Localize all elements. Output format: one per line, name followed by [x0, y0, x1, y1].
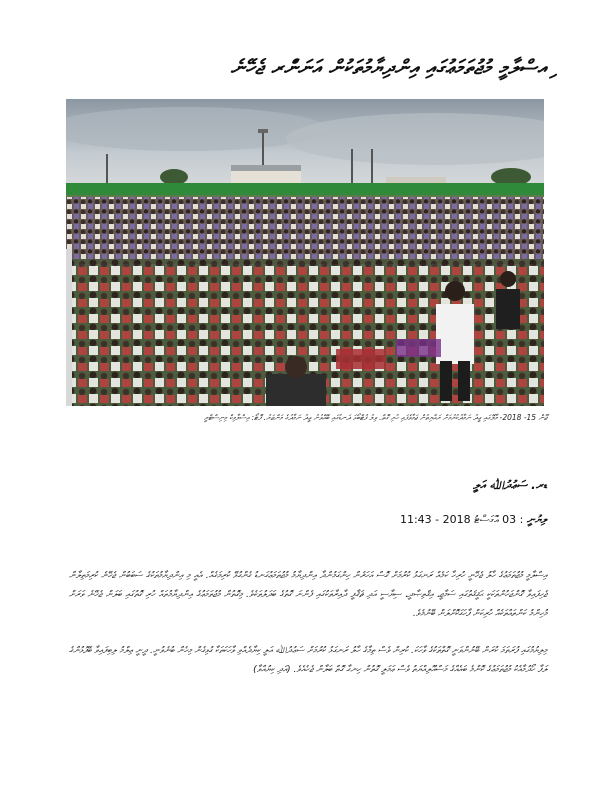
article-headline: ިއސްލާމީ މުޖުތަމަޢުގައި އިންދިޔާމުތަކުން އަނަންަރ ޖެހޭނެ [230, 55, 547, 79]
crowd-prayer-photo [66, 99, 544, 406]
photo-caption: ޖޫން 15- 2018- މާލޭގައި ޢީދު ނަމާދުކުރުމަށް ރައްޔިތުން ޖަމާވެފައި ހުރި ގޮތް. ވިލު ފުޓްބޯޅަ ދަނޑުގައި ބޭއްވުނު ޢީދު ނަމާދުގެ މަންޒަރު. ފޮޓޯ: އިސްލާމިކް މިނިސްޓްރީ [203, 413, 547, 422]
article-photo [66, 99, 544, 406]
body-paragraph: މިލިޔުމުގައި ފުރަތަމަ ކުރަން ބޭނުންވަނީ ގޮތްތަކުގެ ވާހަކަ. ކުރިން ވެސް ތިމާގެ ހާލު ރަނގަޅު ކުރުމަށް ސަޢުދުﷲ އަލީ ކިޔާދެއްވި ވާހަކަތަކާ ގުޅިގެން މިހެން ބުނެވުނީ. ދީނީ ޢިލްމު ލިބިފައިވާ ބޭފުޅުންގެ ލަފާ ހޯދުމާއެކު މުޖުތަމަޢުގެ ކޮންމެ ބައެއްގެ މަސްއޫލިއްޔަތު ވެސް ޢަމަލީ ގޮތުން ހިނގާ ގޮތް ބަލާން ޖެހެއެވެ. (އަދި ކިޔުއްވާ) [69, 645, 547, 675]
date-label: ލިޔުނީ [526, 513, 547, 526]
body-paragraph: އިސްލާމީ މުޖުތަމަޢުގެ ހާލު ޖެހޭނީ ހުރިހާ ކަމެއް ރަނގަޅު ކުރުމަށް ގޮސް އަހަރެން ހިންގަމުންދާ އިންދިޔާމު މުޖުތަމަޢުގަނޑު ގެންގުޅޭ ކުރިމަގެއް. އެއީ މި އިންދިޔާމުތަކުގެ ސަބަބުން ޖެހޭނެ ކުރިމަތިލާން ޖެހިފައިވާ ގޮންޖަހުންތަކަކީ ޙަޤީޤަތުގައި ސަމާޖީ، އިޤްތިޞާދީ، ސިޔާސީ އަދި ޘަޤާފީ ދާއިރާތަކުގައި ފެންނަ ގޮތުގެ ބަދަލުތަކެވެ. މިގޮތުން މުޖުތަމަޢުގެ އިންދިޔާމުތައް ހުރި ގޮތުގައި ބަލަން ޖެހޭނެ ވަރަށް މުހިންމު ކަންތައްތަކެއް ހުރިކަން ފާހަގަކޮށްލަން ބޭނުމެވެ. [69, 570, 547, 619]
dateline [247, 513, 547, 527]
date-value: 03 އޮގަސްޓު 2018 - 11:43 [399, 513, 517, 526]
date-separator: : [516, 513, 524, 526]
author-byline: ޑރ. ސަޢުދުﷲ އަލީ [473, 478, 547, 492]
